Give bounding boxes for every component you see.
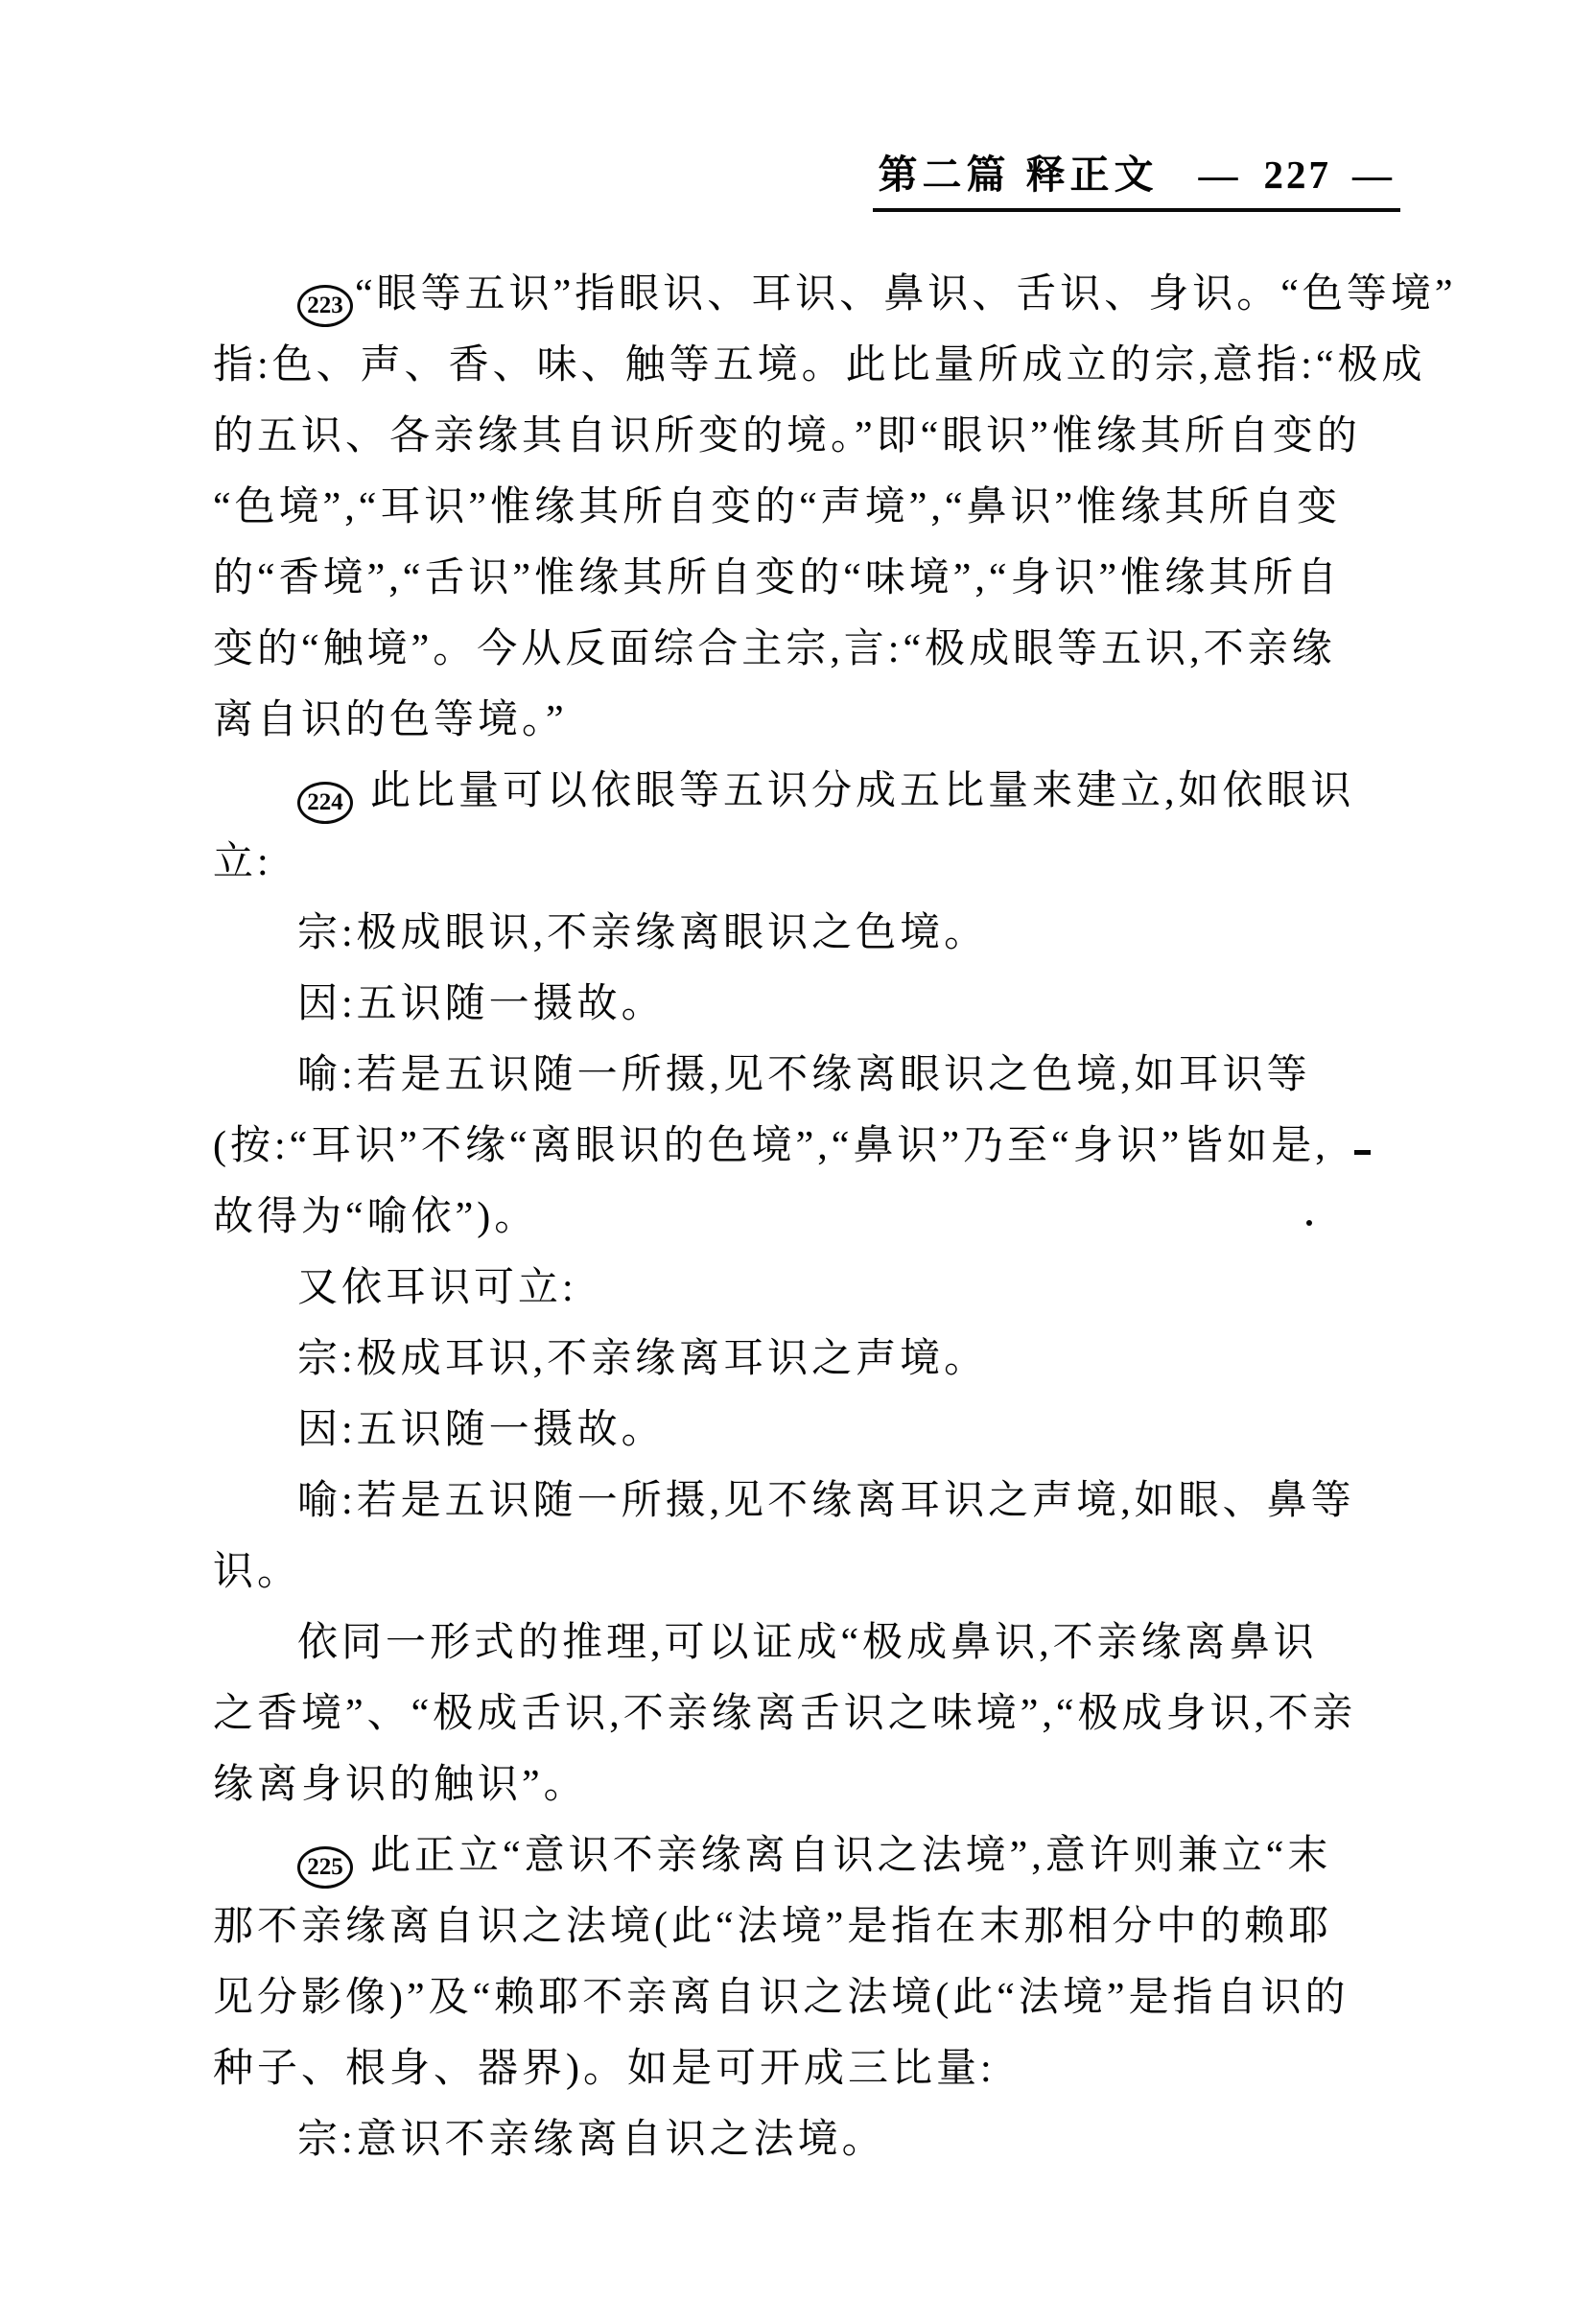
text-line xyxy=(213,259,1457,330)
text-line xyxy=(213,2104,1414,2175)
line-text: 因:五识随一摄故。 xyxy=(297,1408,666,1452)
line-text: 之香境”、“极成舌识,不亲缘离舌识之味境”,“极成身识,不亲 xyxy=(213,1692,1357,1736)
line-text: 离自识的色等境。” xyxy=(213,698,568,742)
text-line xyxy=(213,756,1414,827)
paragraph-number-223-icon: 223 xyxy=(297,285,353,327)
line-text: 种子、根身、器界)。如是可开成三比量: xyxy=(213,2047,996,2091)
line-text: 那不亲缘离自识之法境(此“法境”是指在末那相分中的赖耶 xyxy=(213,1905,1333,1949)
line-text: 变的“触境”。今从反面综合主宗,言:“极成眼等五识,不亲缘 xyxy=(213,627,1336,671)
line-text: “眼等五识”指眼识、耳识、鼻识、舌识、身识。“色等境” xyxy=(355,272,1457,317)
text-line xyxy=(213,1395,1414,1466)
text-line xyxy=(213,1466,1414,1537)
text-line xyxy=(213,898,1414,969)
line-text: (按:“耳识”不缘“离眼识的色境”,“鼻识”乃至“身识”皆如是, xyxy=(213,1124,1329,1168)
text-line xyxy=(213,685,1414,756)
text-line xyxy=(213,543,1414,614)
text-line xyxy=(213,1679,1414,1749)
text-line xyxy=(213,827,1414,898)
line-text: 依同一形式的推理,可以证成“极成鼻识,不亲缘离鼻识 xyxy=(297,1621,1318,1665)
line-text: 又依耳识可立: xyxy=(297,1266,577,1310)
running-head-title: 释正文 xyxy=(1025,153,1159,197)
text-line xyxy=(213,1182,1414,1253)
line-text: 宗:极成眼识,不亲缘离眼识之色境。 xyxy=(297,911,989,955)
line-text: 见分影像)”及“赖耶不亲离自识之法境(此“法境”是指自识的 xyxy=(213,1976,1350,2020)
text-line xyxy=(213,1749,1414,1820)
line-text: 指:色、声、香、味、触等五境。此比量所成立的宗,意指:“极成 xyxy=(213,343,1426,387)
text-line xyxy=(213,1537,1414,1608)
page-number-dash-left: — xyxy=(1198,153,1243,197)
page-number-dash-right: — xyxy=(1352,153,1396,197)
scan-artifact-dot xyxy=(1306,1220,1312,1226)
line-text: 识。 xyxy=(213,1550,302,1594)
line-text: 缘离身识的触识”。 xyxy=(213,1763,588,1807)
scan-artifact-dash xyxy=(1354,1150,1371,1155)
text-line xyxy=(213,1891,1414,1962)
text-line xyxy=(213,1324,1414,1395)
text-line xyxy=(213,401,1414,472)
running-head xyxy=(873,155,1401,212)
text-line xyxy=(213,330,1426,401)
paragraph-number-225-icon: 225 xyxy=(297,1846,353,1889)
running-head-section: 第二篇 xyxy=(878,153,1011,197)
text-line xyxy=(213,2033,1414,2104)
text-line xyxy=(213,1253,1414,1324)
text-line xyxy=(213,1962,1414,2033)
text-line xyxy=(213,1820,1414,1891)
line-text: 宗:意识不亲缘离自识之法境。 xyxy=(297,2118,886,2162)
text-line xyxy=(213,614,1414,685)
line-text: “色境”,“耳识”惟缘其所自变的“声境”,“鼻识”惟缘其所自变 xyxy=(213,485,1342,529)
text-line xyxy=(213,1111,1414,1182)
text-line xyxy=(213,969,1414,1040)
line-text: 此比量可以依眼等五识分成五比量来建立,如依眼识 xyxy=(370,769,1355,813)
text-line xyxy=(213,1608,1414,1679)
body-text xyxy=(213,259,1457,2175)
line-text: 因:五识随一摄故。 xyxy=(297,982,666,1026)
text-line xyxy=(213,472,1414,543)
line-text: 的五识、各亲缘其自识所变的境。”即“眼识”惟缘其所自变的 xyxy=(213,414,1361,458)
page-number: 227 xyxy=(1263,153,1331,197)
paragraph-number-224-icon: 224 xyxy=(297,782,353,824)
line-text: 喻:若是五识随一所摄,见不缘离眼识之色境,如耳识等 xyxy=(297,1053,1311,1097)
line-text: 立: xyxy=(213,840,272,884)
line-text: 此正立“意识不亲缘离自识之法境”,意许则兼立“末 xyxy=(370,1834,1332,1878)
line-text: 的“香境”,“舌识”惟缘其所自变的“味境”,“身识”惟缘其所自 xyxy=(213,556,1342,600)
line-text: 喻:若是五识随一所摄,见不缘离耳识之声境,如眼、鼻等 xyxy=(297,1479,1355,1523)
line-text: 宗:极成耳识,不亲缘离耳识之声境。 xyxy=(297,1337,989,1381)
line-text: 故得为“喻依”)。 xyxy=(213,1195,539,1239)
text-line xyxy=(213,1040,1414,1111)
